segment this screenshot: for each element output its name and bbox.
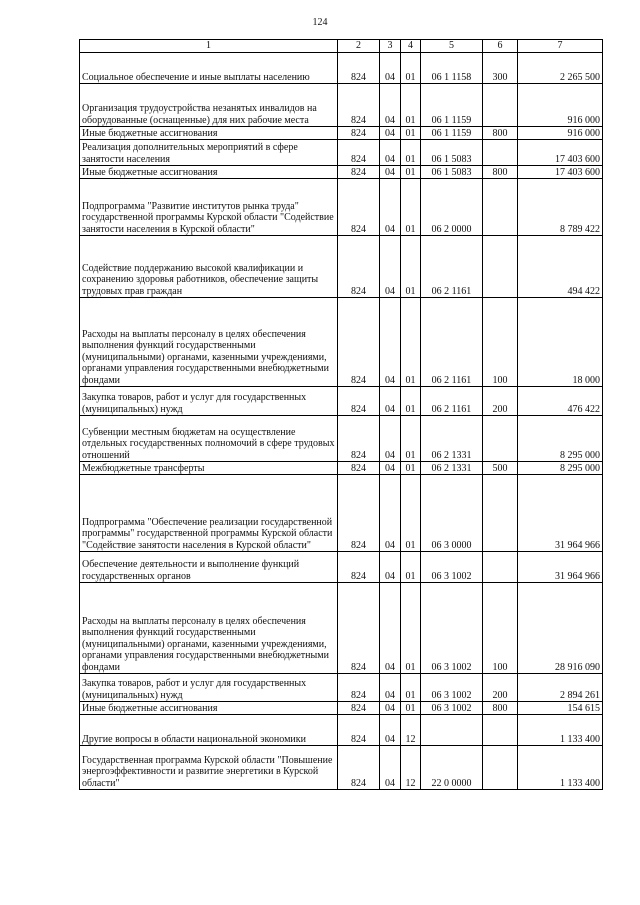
row-rz-cell: 04 [380, 179, 401, 236]
row-ved-cell: 824 [338, 166, 380, 179]
row-rz-cell: 04 [380, 236, 401, 298]
row-name-cell: Иные бюджетные ассигнования [80, 127, 338, 140]
row-ved-cell: 824 [338, 583, 380, 674]
row-vr-cell: 200 [483, 387, 518, 416]
row-csr-cell: 06 2 1331 [421, 416, 483, 462]
row-csr-cell: 06 3 0000 [421, 475, 483, 552]
row-sum-cell: 916 000 [518, 84, 603, 127]
row-ved-cell: 824 [338, 416, 380, 462]
row-rz-cell: 04 [380, 702, 401, 715]
page-number: 124 [312, 17, 328, 28]
row-vr-cell [483, 179, 518, 236]
row-sum-cell: 1 133 400 [518, 715, 603, 746]
row-rz-cell: 04 [380, 746, 401, 790]
row-ved-cell: 824 [338, 475, 380, 552]
row-csr-cell: 06 2 1331 [421, 462, 483, 475]
row-pr-cell: 01 [401, 387, 421, 416]
table-body [80, 53, 603, 790]
row-name-cell: Государственная программа Курской области "Повышение энергоэффективности и развитие энергетики в Курской области" [80, 746, 338, 790]
row-name-cell: Иные бюджетные ассигнования [80, 702, 338, 715]
row-pr-cell: 01 [401, 475, 421, 552]
row-sum-cell: 28 916 090 [518, 583, 603, 674]
table-row [80, 140, 603, 166]
row-name-cell: Расходы на выплаты персоналу в целях обеспечения выполнения функций государственными (муниципальными) органами, казенными учреждениями, органами управления государственными внебюджетными фондами [80, 298, 338, 387]
row-name-cell: Расходы на выплаты персоналу в целях обеспечения выполнения функций государственными (муниципальными) органами, казенными учреждениями, органами управления государственными внебюджетными фондами [80, 583, 338, 674]
row-rz-cell: 04 [380, 84, 401, 127]
row-pr-cell: 01 [401, 702, 421, 715]
row-rz-cell: 04 [380, 53, 401, 84]
row-vr-cell [483, 475, 518, 552]
row-sum-cell: 154 615 [518, 702, 603, 715]
row-ved-cell: 824 [338, 84, 380, 127]
row-vr-cell: 800 [483, 127, 518, 140]
table-row [80, 674, 603, 702]
row-sum-cell: 8 295 000 [518, 462, 603, 475]
row-rz-cell: 04 [380, 583, 401, 674]
row-ved-cell: 824 [338, 140, 380, 166]
row-pr-cell: 01 [401, 127, 421, 140]
row-pr-cell: 01 [401, 552, 421, 583]
row-ved-cell: 824 [338, 179, 380, 236]
row-sum-cell: 8 295 000 [518, 416, 603, 462]
row-ved-cell: 824 [338, 715, 380, 746]
row-name-cell: Закупка товаров, работ и услуг для государственных (муниципальных) нужд [80, 674, 338, 702]
row-pr-cell: 01 [401, 416, 421, 462]
row-name-cell: Организация трудоустройства незанятых инвалидов на оборудованные (оснащенные) для них рабочие места [80, 84, 338, 127]
header-cell-csr: 5 [421, 40, 483, 53]
row-csr-cell: 06 1 5083 [421, 140, 483, 166]
row-rz-cell: 04 [380, 475, 401, 552]
row-vr-cell: 200 [483, 674, 518, 702]
row-name-cell: Субвенции местным бюджетам на осуществление отдельных государственных полномочий в сфере трудовых отношений [80, 416, 338, 462]
row-vr-cell [483, 746, 518, 790]
row-rz-cell: 04 [380, 715, 401, 746]
table-row [80, 746, 603, 790]
row-csr-cell: 06 2 1161 [421, 298, 483, 387]
row-name-cell: Социальное обеспечение и иные выплаты населению [80, 53, 338, 84]
row-pr-cell: 01 [401, 179, 421, 236]
row-ved-cell: 824 [338, 462, 380, 475]
table-row [80, 475, 603, 552]
table-row [80, 702, 603, 715]
row-pr-cell: 01 [401, 166, 421, 179]
row-ved-cell: 824 [338, 127, 380, 140]
row-vr-cell: 800 [483, 702, 518, 715]
row-csr-cell: 06 2 1161 [421, 387, 483, 416]
row-csr-cell: 06 2 0000 [421, 179, 483, 236]
row-ved-cell: 824 [338, 674, 380, 702]
table-row [80, 298, 603, 387]
row-sum-cell: 18 000 [518, 298, 603, 387]
table-row [80, 715, 603, 746]
row-name-cell: Содействие поддержанию высокой квалификации и сохранению здоровья работников, обеспечение защиты трудовых прав граждан [80, 236, 338, 298]
row-name-cell: Другие вопросы в области национальной экономики [80, 715, 338, 746]
row-pr-cell: 12 [401, 715, 421, 746]
row-name-cell: Подпрограмма "Развитие институтов рынка труда" государственной программы Курской области "Содействие занятости населения в Курской области" [80, 179, 338, 236]
row-rz-cell: 04 [380, 416, 401, 462]
table-row [80, 552, 603, 583]
row-vr-cell [483, 552, 518, 583]
row-sum-cell: 2 894 261 [518, 674, 603, 702]
row-vr-cell: 300 [483, 53, 518, 84]
header-row [80, 40, 603, 53]
row-ved-cell: 824 [338, 746, 380, 790]
row-sum-cell: 494 422 [518, 236, 603, 298]
row-sum-cell: 31 964 966 [518, 475, 603, 552]
row-vr-cell [483, 416, 518, 462]
table-row [80, 166, 603, 179]
row-name-cell: Межбюджетные трансферты [80, 462, 338, 475]
row-pr-cell: 01 [401, 298, 421, 387]
header-cell-pr: 4 [401, 40, 421, 53]
row-sum-cell: 17 403 600 [518, 166, 603, 179]
row-rz-cell: 04 [380, 552, 401, 583]
row-name-cell: Реализация дополнительных мероприятий в сфере занятости населения [80, 140, 338, 166]
header-cell-vr: 6 [483, 40, 518, 53]
row-vr-cell: 500 [483, 462, 518, 475]
row-pr-cell: 01 [401, 462, 421, 475]
row-vr-cell: 100 [483, 583, 518, 674]
row-csr-cell: 06 3 1002 [421, 702, 483, 715]
header-cell-sum: 7 [518, 40, 603, 53]
row-name-cell: Иные бюджетные ассигнования [80, 166, 338, 179]
table-row [80, 179, 603, 236]
row-pr-cell: 01 [401, 674, 421, 702]
table-row [80, 53, 603, 84]
row-csr-cell [421, 715, 483, 746]
row-ved-cell: 824 [338, 387, 380, 416]
row-sum-cell: 17 403 600 [518, 140, 603, 166]
row-csr-cell: 06 3 1002 [421, 552, 483, 583]
table-row [80, 236, 603, 298]
row-name-cell: Подпрограмма "Обеспечение реализации государственной программы" государственной программы Курской области "Содействие занятости населения в Курской области" [80, 475, 338, 552]
row-csr-cell: 06 3 1002 [421, 583, 483, 674]
row-sum-cell: 2 265 500 [518, 53, 603, 84]
row-ved-cell: 824 [338, 236, 380, 298]
row-ved-cell: 824 [338, 702, 380, 715]
header-cell-name: 1 [80, 40, 338, 53]
row-rz-cell: 04 [380, 127, 401, 140]
row-rz-cell: 04 [380, 387, 401, 416]
row-csr-cell: 06 1 1159 [421, 127, 483, 140]
budget-table [79, 39, 603, 790]
row-vr-cell [483, 236, 518, 298]
row-ved-cell: 824 [338, 298, 380, 387]
row-sum-cell: 916 000 [518, 127, 603, 140]
row-sum-cell: 31 964 966 [518, 552, 603, 583]
table-row [80, 462, 603, 475]
table-row [80, 583, 603, 674]
row-vr-cell: 800 [483, 166, 518, 179]
row-vr-cell [483, 84, 518, 127]
table-row [80, 84, 603, 127]
row-rz-cell: 04 [380, 298, 401, 387]
row-rz-cell: 04 [380, 462, 401, 475]
row-pr-cell: 01 [401, 53, 421, 84]
row-ved-cell: 824 [338, 53, 380, 84]
row-pr-cell: 12 [401, 746, 421, 790]
table-row [80, 127, 603, 140]
row-ved-cell: 824 [338, 552, 380, 583]
row-pr-cell: 01 [401, 236, 421, 298]
header-cell-rz: 3 [380, 40, 401, 53]
header-cell-ved: 2 [338, 40, 380, 53]
row-csr-cell: 22 0 0000 [421, 746, 483, 790]
row-csr-cell: 06 2 1161 [421, 236, 483, 298]
table-row [80, 416, 603, 462]
row-sum-cell: 476 422 [518, 387, 603, 416]
row-pr-cell: 01 [401, 84, 421, 127]
row-vr-cell [483, 715, 518, 746]
row-csr-cell: 06 3 1002 [421, 674, 483, 702]
row-sum-cell: 8 789 422 [518, 179, 603, 236]
row-name-cell: Закупка товаров, работ и услуг для государственных (муниципальных) нужд [80, 387, 338, 416]
row-pr-cell: 01 [401, 583, 421, 674]
table-row [80, 387, 603, 416]
row-csr-cell: 06 1 1158 [421, 53, 483, 84]
row-csr-cell: 06 1 5083 [421, 166, 483, 179]
row-rz-cell: 04 [380, 674, 401, 702]
row-rz-cell: 04 [380, 166, 401, 179]
row-csr-cell: 06 1 1159 [421, 84, 483, 127]
row-name-cell: Обеспечение деятельности и выполнение функций государственных органов [80, 552, 338, 583]
row-vr-cell [483, 140, 518, 166]
row-pr-cell: 01 [401, 140, 421, 166]
row-vr-cell: 100 [483, 298, 518, 387]
row-sum-cell: 1 133 400 [518, 746, 603, 790]
row-rz-cell: 04 [380, 140, 401, 166]
